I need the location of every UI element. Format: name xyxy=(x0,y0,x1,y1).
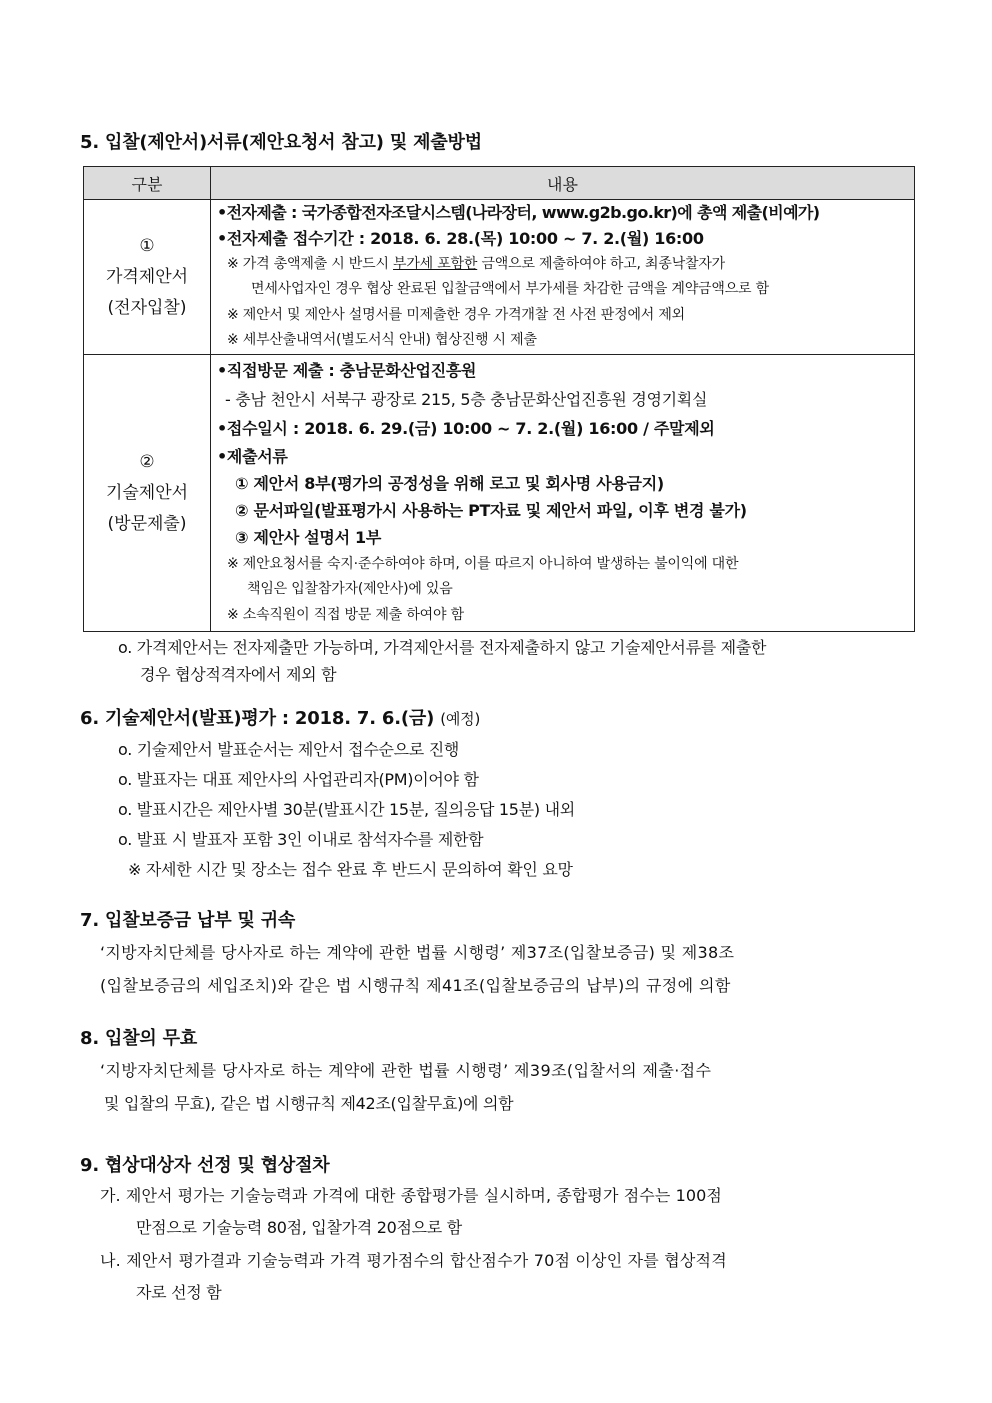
submission-table xyxy=(83,166,915,632)
table-row xyxy=(84,355,915,632)
section-9-heading: 9. 협상대상자 선정 및 협상절차 xyxy=(80,1155,330,1176)
row1-line3-a: ※ 가격 총액제출 시 반드시 xyxy=(227,256,394,272)
section-5-heading: 5. 입찰(제안서)서류(제안요청서 참고) 및 제출방법 xyxy=(80,132,482,153)
s8-line2: 및 입찰의 무효), 같은 법 시행규칙 제42조(입찰무효)에 의함 xyxy=(104,1094,514,1113)
row2-line7: ③ 제안사 설명서 1부 xyxy=(235,528,381,547)
row1-line3-b: 금액으로 제출하여야 하고, 최종낙찰자가 xyxy=(477,256,725,272)
table-header-row xyxy=(84,167,915,200)
s9-item-a-line1: 가. 제안서 평가는 기술능력과 가격에 대한 종합평가를 실시하며, 종합평가 점수는 100점 xyxy=(100,1186,722,1205)
s5-note-line1: o. 가격제안서는 전자제출만 가능하며, 가격제안서를 전자제출하지 않고 기술제안서류를 제출한 xyxy=(118,638,767,657)
s6-note: ※ 자세한 시간 및 장소는 접수 완료 후 반드시 문의하여 확인 요망 xyxy=(128,860,573,879)
table-row xyxy=(84,200,915,355)
s9-item-b-line1: 나. 제안서 평가결과 기술능력과 가격 평가점수의 합산점수가 70점 이상인 자를 협상적격 xyxy=(100,1251,727,1270)
row1-line2: •전자제출 접수기간 : 2018. 6. 28.(목) 10:00 ~ 7. 2.(월) 16:00 xyxy=(217,229,704,248)
row2-line1: •직접방문 제출 : 충남문화산업진흥원 xyxy=(217,361,477,380)
row1-number: ① xyxy=(139,235,155,256)
row1-method: (전자입찰) xyxy=(107,297,187,318)
row1-line4: 면세사업자인 경우 협상 완료된 입찰금액에서 부가세를 차감한 금액을 계약금액으로 함 xyxy=(251,281,769,297)
section-6-title: 6. 기술제안서(발표)평가 : 2018. 7. 6.(금) xyxy=(80,708,435,729)
section-7-heading: 7. 입찰보증금 납부 및 귀속 xyxy=(80,910,296,931)
row2-content xyxy=(211,355,915,632)
row1-category xyxy=(84,200,211,355)
header-content: 내용 xyxy=(211,167,915,200)
s6-item-4: o. 발표 시 발표자 포함 3인 이내로 참석자수를 제한함 xyxy=(118,830,484,849)
section-6-title-note: (예정) xyxy=(440,710,481,728)
row2-line8: ※ 제안요청서를 숙지·준수하여야 하며, 이를 따르지 아니하여 발생하는 불이익에 대한 xyxy=(227,556,739,572)
row2-line5: ① 제안서 8부(평가의 공정성을 위해 로고 및 회사명 사용금지) xyxy=(235,474,664,493)
s6-item-2: o. 발표자는 대표 제안사의 사업관리자(PM)이어야 함 xyxy=(118,770,479,789)
s9-item-a-line2: 만점으로 기술능력 80점, 입찰가격 20점으로 함 xyxy=(136,1218,462,1237)
s7-line2: (입찰보증금의 세입조치)와 같은 법 시행규칙 제41조(입찰보증금의 납부)의 규정에 의함 xyxy=(100,976,731,995)
row2-line4: •제출서류 xyxy=(217,447,288,466)
s7-line1: ‘지방자치단체를 당사자로 하는 계약에 관한 법률 시행령’ 제37조(입찰보증금) 및 제38조 xyxy=(100,943,735,962)
header-category: 구분 xyxy=(84,167,211,200)
row1-line1: •전자제출 : 국가종합전자조달시스템(나라장터, www.g2b.go.kr)에 총액 제출(비예가) xyxy=(217,203,820,222)
s6-item-3: o. 발표시간은 제안사별 30분(발표시간 15분, 질의응답 15분) 내외 xyxy=(118,800,575,819)
s6-item-1: o. 기술제안서 발표순서는 제안서 접수순으로 진행 xyxy=(118,740,460,759)
row2-name: 기술제안서 xyxy=(105,482,189,503)
s5-note-line2: 경우 협상적격자에서 제외 함 xyxy=(140,665,337,684)
s9-item-b-line2: 자로 선정 함 xyxy=(136,1283,222,1302)
row2-method: (방문제출) xyxy=(107,513,187,534)
section-6-heading xyxy=(80,704,480,730)
s8-line1: ‘지방자치단체를 당사자로 하는 계약에 관한 법률 시행령’ 제39조(입찰서의 제출·접수 xyxy=(100,1061,712,1080)
row1-line5: ※ 제안서 및 제안사 설명서를 미제출한 경우 가격개찰 전 사전 판정에서 제외 xyxy=(227,307,686,323)
row1-content xyxy=(211,200,915,355)
row1-line6: ※ 세부산출내역서(별도서식 안내) 협상진행 시 제출 xyxy=(227,332,537,348)
row2-number: ② xyxy=(139,451,155,472)
row2-line3: •접수일시 : 2018. 6. 29.(금) 10:00 ~ 7. 2.(월) 16:00 / 주말제외 xyxy=(217,419,715,438)
row2-line10: ※ 소속직원이 직접 방문 제출 하여야 함 xyxy=(227,607,464,623)
row2-category xyxy=(84,355,211,632)
section-8-heading: 8. 입찰의 무효 xyxy=(80,1028,198,1049)
row2-line6: ② 문서파일(발표평가시 사용하는 PT자료 및 제안서 파일, 이후 변경 불가) xyxy=(235,501,747,520)
row1-name: 가격제안서 xyxy=(105,266,189,287)
row1-line3 xyxy=(211,252,914,277)
row2-line9: 책임은 입찰참가자(제안사)에 있음 xyxy=(247,581,453,597)
row2-line2: - 충남 천안시 서북구 광장로 215, 5층 충남문화산업진흥원 경영기획실 xyxy=(225,390,708,409)
row1-line3-underlined: 부가세 포함한 xyxy=(393,256,478,272)
